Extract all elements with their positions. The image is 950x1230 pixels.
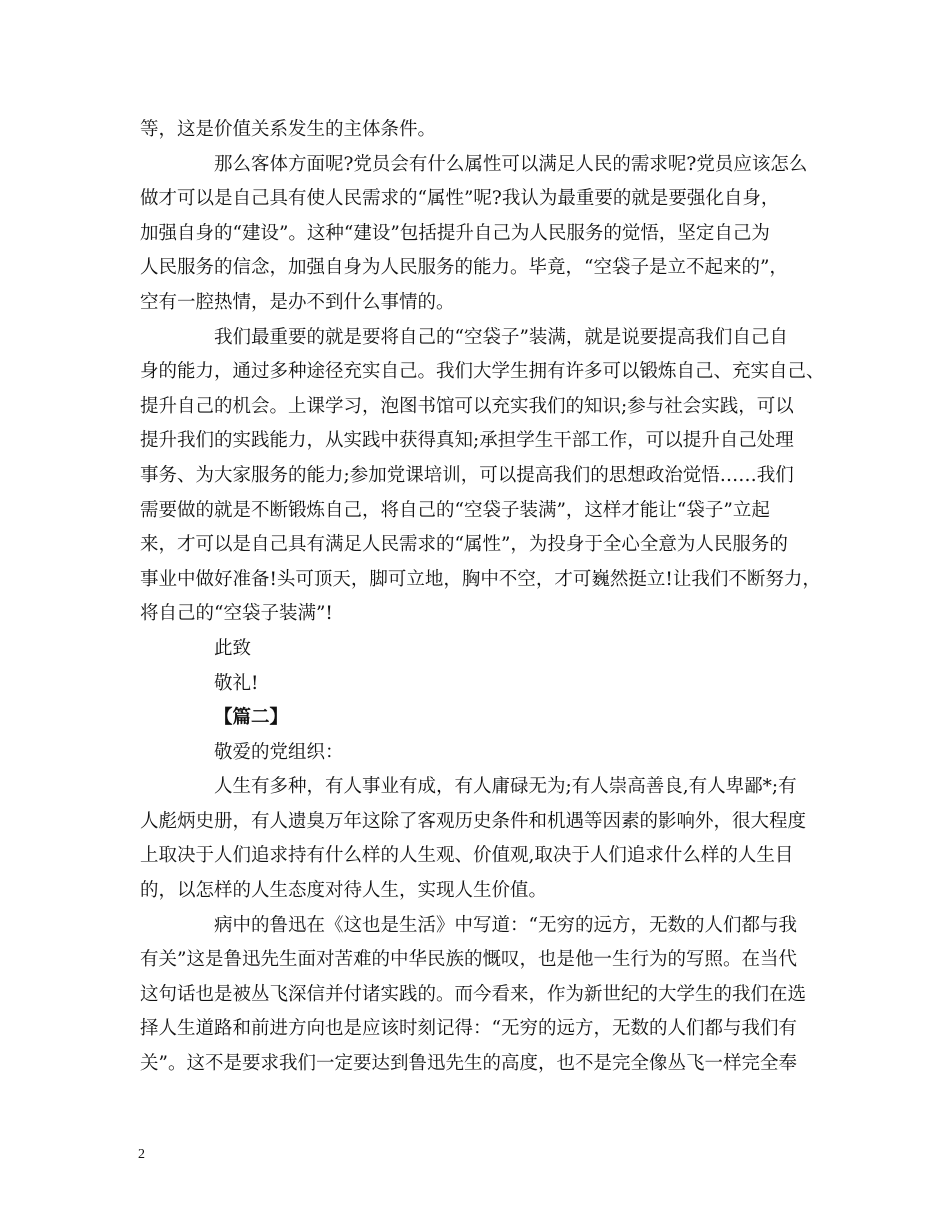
text-line: 加强自身的“建设”。这种“建设”包括提升自己为人民服务的觉悟，坚定自己为	[140, 222, 770, 244]
text-line: 敬爱的党组织：	[214, 741, 344, 763]
text-line: 那么客体方面呢?党员会有什么属性可以满足人民的需求呢?党员应该怎么	[214, 153, 808, 175]
text-line: 提升我们的实践能力，从实践中获得真知;承担学生干部工作，可以提升自己处理	[140, 430, 794, 452]
text-line: 我们最重要的就是要将自己的“空袋子”装满，就是说要提高我们自己自	[214, 326, 788, 348]
text-line: 事业中做好准备!头可顶天，脚可立地，胸中不空，才可巍然挺立!让我们不断努力，	[140, 568, 821, 590]
text-line: 需要做的就是不断锻炼自己，将自己的“空袋子装满”，这样才能让“袋子”立起	[140, 499, 770, 521]
text-line: 的，以怎样的人生态度对待人生，实现人生价值。	[140, 880, 548, 902]
text-line: 提升自己的机会。上课学习，泡图书馆可以充实我们的知识;参与社会实践，可以	[140, 395, 794, 417]
text-line: 择人生道路和前进方向也是应该时刻记得：“无穷的远方，无数的人们都与我们有	[140, 1018, 797, 1040]
text-line: 病中的鲁迅在《这也是生活》中写道：“无穷的远方，无数的人们都与我	[214, 914, 797, 936]
text-line: 人生有多种，有人事业有成，有人庸碌无为;有人崇高善良,有人卑鄙*;有	[214, 776, 797, 798]
text-line: 敬礼!	[214, 672, 259, 694]
section-heading: 【篇二】	[214, 707, 289, 729]
text-line: 身的能力，通过多种途径充实自己。我们大学生拥有许多可以锻炼自己、充实自己、	[140, 361, 825, 383]
text-line: 做才可以是自己具有使人民需求的“属性”呢?我认为最重要的就是要强化自身，	[140, 188, 780, 210]
text-line: 关”。这不是要求我们一定要达到鲁迅先生的高度，也不是完全像丛飞一样完全奉	[140, 1053, 797, 1075]
text-line: 等，这是价值关系发生的主体条件。	[140, 119, 437, 140]
text-line: 人民服务的信念，加强自身为人民服务的能力。毕竟，“空袋子是立不起来的”，	[140, 257, 788, 279]
text-line: 上取决于人们追求持有什么样的人生观、价值观,取决于人们追求什么样的人生目	[140, 845, 794, 867]
text-line: 事务、为大家服务的能力;参加党课培训，可以提高我们的思想政治觉悟……我们	[140, 464, 794, 486]
text-line: 空有一腔热情，是办不到什么事情的。	[140, 291, 455, 313]
text-line: 有关”这是鲁迅先生面对苦难的中华民族的慨叹，也是他一生行为的写照。在当代	[140, 949, 797, 971]
text-line: 来，才可以是自己具有满足人民需求的“属性”，为投身于全心全意为人民服务的	[140, 534, 788, 556]
text-line: 人彪炳史册，有人遗臭万年这除了客观历史条件和机遇等因素的影响外，很大程度	[140, 810, 807, 832]
document-body	[140, 113, 830, 1082]
page-number: 2	[138, 1147, 145, 1162]
text-line: 这句话也是被丛飞深信并付诸实践的。而今看来，作为新世纪的大学生的我们在选	[140, 983, 807, 1005]
text-line: 此致	[214, 637, 252, 659]
text-line: 将自己的“空袋子装满”!	[140, 603, 333, 625]
